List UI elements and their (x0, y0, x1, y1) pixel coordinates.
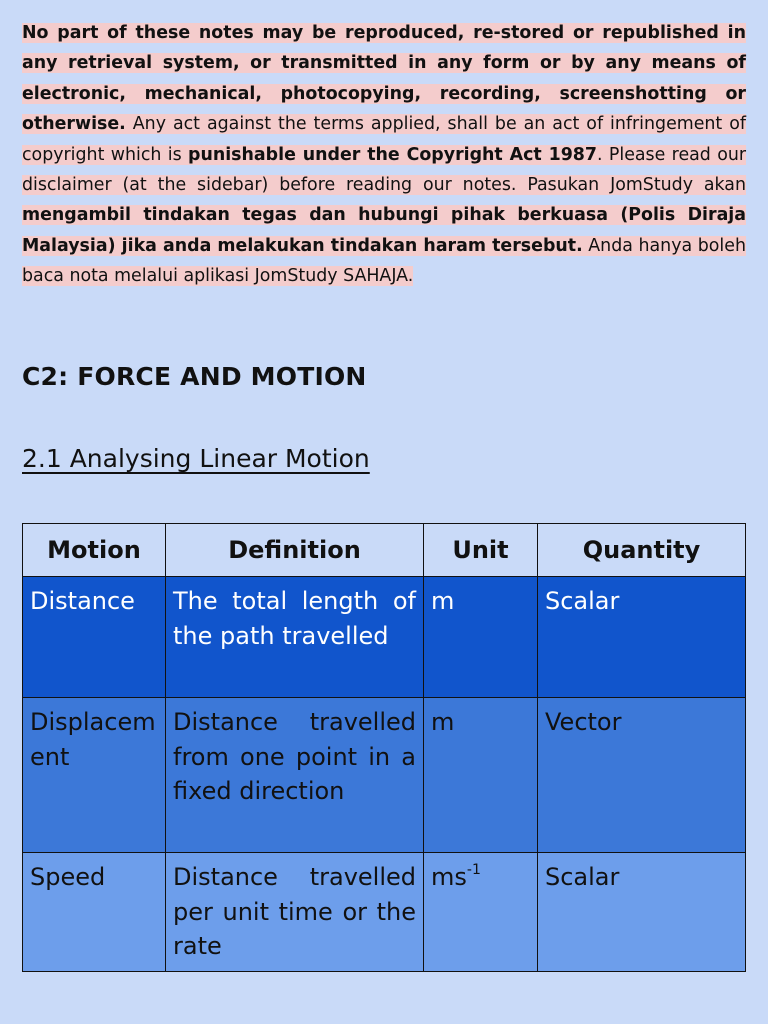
section-title: 2.1 Analysing Linear Motion (22, 444, 370, 473)
disclaimer-text-1: Any act against the terms applied, shall be an act of infringement of copyright which is (22, 114, 746, 165)
cell-unit (424, 853, 538, 972)
table-row (23, 577, 746, 698)
cell-motion: Speed (23, 853, 166, 972)
unit-text: ms (431, 863, 467, 891)
cell-quantity: Scalar (538, 853, 746, 972)
cell-quantity: Vector (538, 698, 746, 853)
linear-motion-table (22, 523, 746, 972)
table-header-row (23, 524, 746, 577)
cell-unit (424, 698, 538, 853)
disclaimer-text-3: Anda hanya boleh baca nota melalui aplikasi JomStudy SAHAJA. (22, 235, 746, 287)
unit-text: m (431, 708, 455, 736)
disclaimer-highlight (22, 23, 746, 286)
disclaimer-text-2: . Please read our disclaimer (at the sidebar) before reading our notes. Pasukan JomStudy akan (22, 144, 747, 196)
chapter-title: C2: FORCE AND MOTION (22, 362, 367, 391)
cell-definition: The total length of the path travelled (166, 577, 424, 698)
header-definition: Definition (166, 524, 424, 577)
disclaimer-bold-intro: No part of these notes may be reproduced, re-stored or republished in any retrieval system, or transmitted in any form or by any means of electronic, mechanical, photocopying, recording, screenshotting or otherwise. (22, 23, 746, 135)
unit-text: m (431, 587, 455, 615)
header-unit: Unit (424, 524, 538, 577)
unit-exponent: -1 (466, 862, 481, 878)
disclaimer-bold-malay: mengambil tindakan tegas dan hubungi pihak berkuasa (Polis Diraja Malaysia) jika anda melakukan tindakan haram tersebut. (22, 205, 746, 256)
cell-unit (424, 577, 538, 698)
cell-definition: Distance travelled from one point in a fixed direction (166, 698, 424, 853)
cell-motion: Displacement (23, 698, 166, 853)
header-quantity: Quantity (538, 524, 746, 577)
table-row (23, 853, 746, 972)
header-motion: Motion (23, 524, 166, 577)
copyright-disclaimer (22, 18, 746, 292)
disclaimer-bold-punishable: punishable under the Copyright Act 1987 (188, 144, 597, 165)
cell-motion: Distance (23, 577, 166, 698)
cell-quantity: Scalar (538, 577, 746, 698)
table-row (23, 698, 746, 853)
cell-definition: Distance travelled per unit time or the rate (166, 853, 424, 972)
